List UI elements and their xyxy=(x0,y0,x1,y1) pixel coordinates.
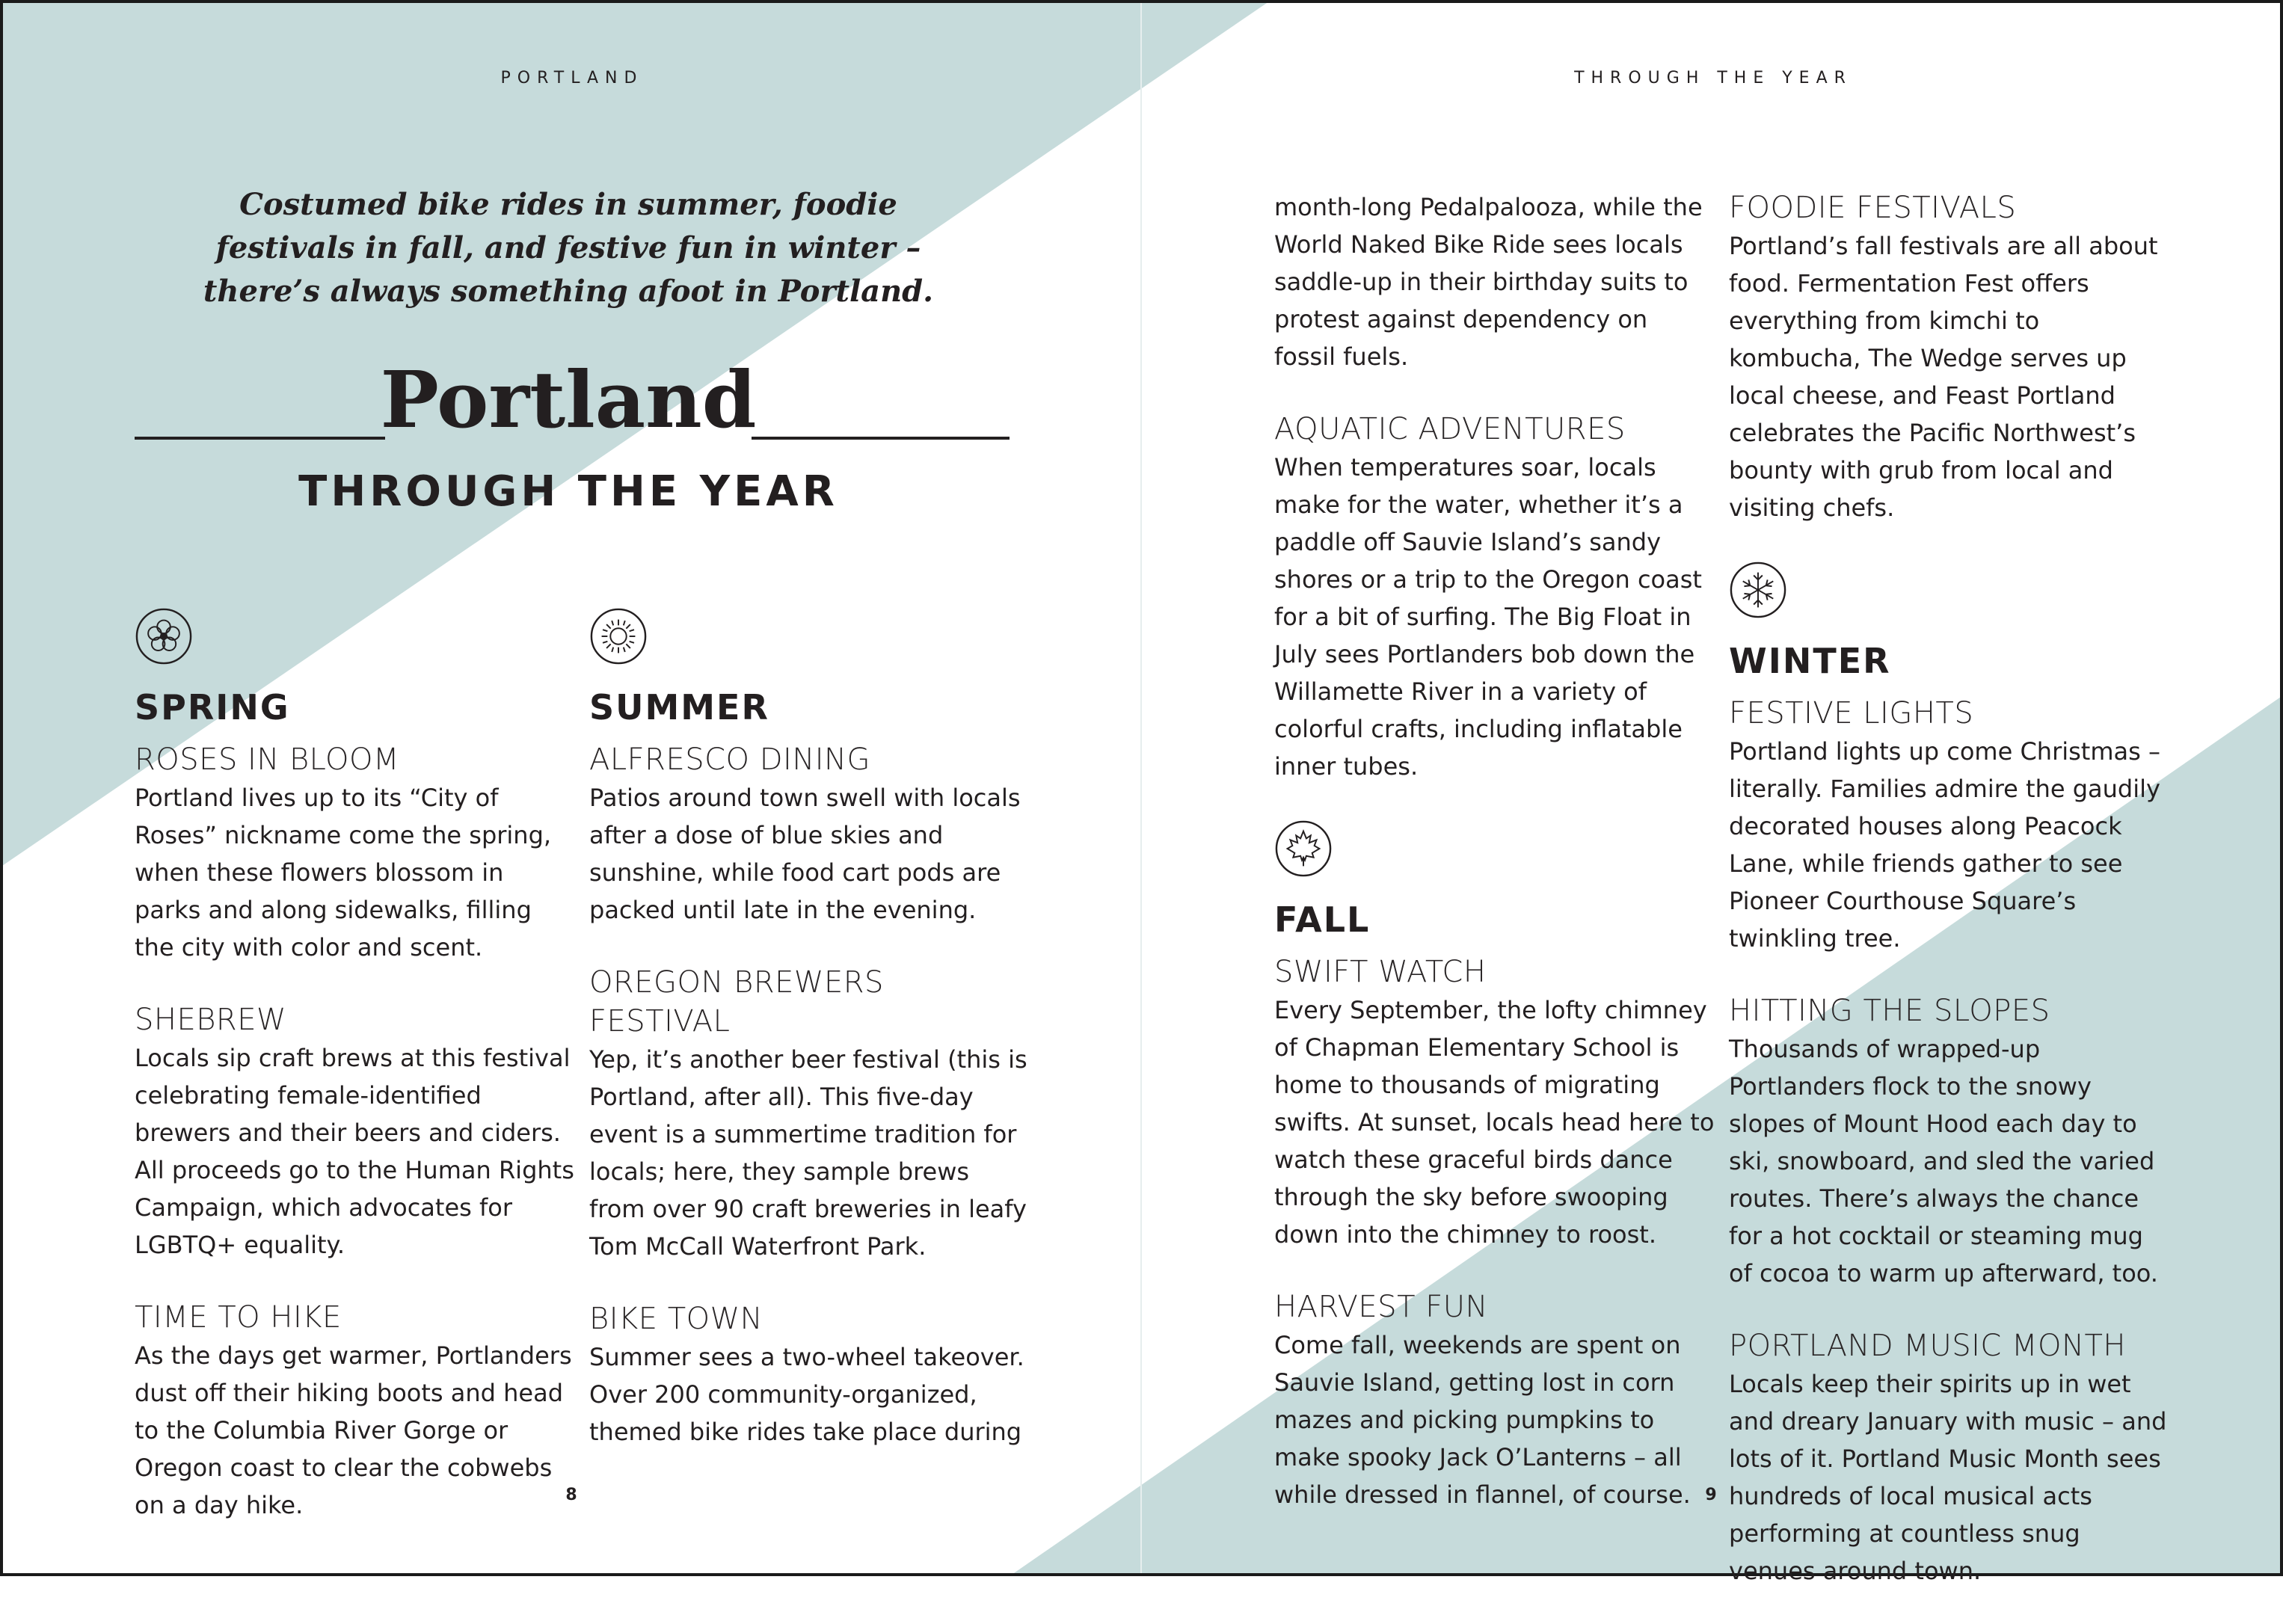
right-column-1 xyxy=(1274,188,1715,1548)
spring-column xyxy=(135,607,576,1558)
section-heading: BIKE TOWN xyxy=(589,1302,763,1336)
section-heading: HITTING THE SLOPES xyxy=(1729,994,2050,1028)
left-running-head: PORTLAND xyxy=(500,69,644,87)
fall-title: FALL xyxy=(1274,899,1371,940)
section-heading: FOODIE FESTIVALS xyxy=(1729,191,2017,225)
section-heading: ALFRESCO DINING xyxy=(589,742,870,777)
summer-column xyxy=(589,607,1030,1485)
spring-title: SPRING xyxy=(135,687,290,728)
section-heading: TIME TO HIKE xyxy=(135,1300,342,1335)
page-number-left: 8 xyxy=(565,1486,577,1504)
section-heading: SHEBREW xyxy=(135,1003,287,1037)
section-body: Portland lives up to its “City of Roses” nickname come the spring, when these flowers blossom in parks and along sidewalks, filling the city with color and scent. xyxy=(135,784,552,962)
section-heading: AQUATIC ADVENTURES xyxy=(1274,412,1626,446)
section-heading: ROSES IN BLOOM xyxy=(135,742,400,777)
right-column-2 xyxy=(1729,188,2170,1624)
section-body: Locals sip craft brews at this festival celebrating female-identified brewers and their beers and ciders. All proceeds go to the Human Rights Campaign, which advocates for LGBTQ+ equality. xyxy=(135,1044,574,1259)
section-body: Patios around town swell with locals after a dose of blue skies and sunshine, while food cart pods are packed until late in the evening. xyxy=(589,784,1021,924)
section-heading: PORTLAND MUSIC MONTH xyxy=(1729,1329,2126,1363)
section-body: Locals keep their spirits up in wet and dreary January with music – and lots of it. Portland Music Month sees hundreds of local musical acts performing at countless snug venues around town. xyxy=(1729,1370,2167,1585)
winter-title: WINTER xyxy=(1729,641,1891,681)
section-body: Every September, the lofty chimney of Chapman Elementary School is home to thousands of migrating swifts. At sunset, locals head here to watch these graceful birds dance through the sky before swooping down into the chimney to roost. xyxy=(1274,996,1715,1249)
maple-leaf-icon xyxy=(1274,819,1333,878)
section-body: month-long Pedalpalooza, while the World Naked Bike Ride sees locals saddle-up in their birthday suits to protest against dependency on fossil fuels. xyxy=(1274,193,1703,371)
intro-text: Costumed bike rides in summer, foodie festivals in fall, and festive fun in winter – there’s always something afoot in Portland. xyxy=(203,187,934,309)
section-body: When temperatures soar, locals make for the water, whether it’s a paddle off Sauvie Island’s sandy shores or a trip to the Oregon coast for a bit of surfing. The Big Float in July sees Portlanders bob down the Willamette River in a variety of colorful crafts, including inflatable inner tubes. xyxy=(1274,453,1702,781)
section-heading: OREGON BREWERS FESTIVAL xyxy=(589,965,884,1039)
sun-icon xyxy=(589,607,648,665)
right-running-head: THROUGH THE YEAR xyxy=(1574,69,1852,87)
section-body: Thousands of wrapped-up Portlanders flock to the snowy slopes of Mount Hood each day to ski, snowboard, and sled the varied routes. There’s always the chance for a hot cocktail or steaming mug of cocoa to warm up afterward, too. xyxy=(1729,1035,2158,1288)
section-body: Portland’s fall festivals are all about food. Fermentation Fest offers everything from kimchi to kombucha, The Wedge serves up local cheese, and Feast Portland celebrates the Pacific Northwest’s bounty with grub from local and visiting chefs. xyxy=(1729,232,2158,522)
flower-icon xyxy=(135,607,193,665)
section-heading: SWIFT WATCH xyxy=(1274,955,1487,989)
summer-title: SUMMER xyxy=(589,687,769,728)
section-body: Come fall, weekends are spent on Sauvie Island, getting lost in corn mazes and picking pumpkins to make spooky Jack O’Lanterns – all while dressed in flannel, of course. xyxy=(1274,1331,1691,1509)
section-heading: FESTIVE LIGHTS xyxy=(1729,696,1974,731)
section-body: Portland lights up come Christmas – literally. Families admire the gaudily decorated houses along Peacock Lane, while friends gather to see Pioneer Courthouse Square’s twinkling tree. xyxy=(1729,737,2160,953)
section-body: Summer sees a two-wheel takeover. Over 200 community-organized, themed bike rides take place during xyxy=(589,1343,1024,1446)
page-subtitle: THROUGH THE YEAR xyxy=(298,467,838,516)
section-body: As the days get warmer, Portlanders dust off their hiking boots and head to the Columbia River Gorge or Oregon coast to clear the cobwebs on a day hike. xyxy=(135,1341,572,1519)
snowflake-icon xyxy=(1729,561,1787,619)
section-heading: HARVEST FUN xyxy=(1274,1290,1488,1324)
section-body: Yep, it’s another beer festival (this is Portland, after all). This five-day event is a summertime tradition for locals; here, they sample brews from over 90 craft breweries in leafy Tom McCall Waterfront Park. xyxy=(589,1045,1027,1261)
page-number-right: 9 xyxy=(1705,1486,1717,1504)
page-title: Portland xyxy=(380,354,757,446)
